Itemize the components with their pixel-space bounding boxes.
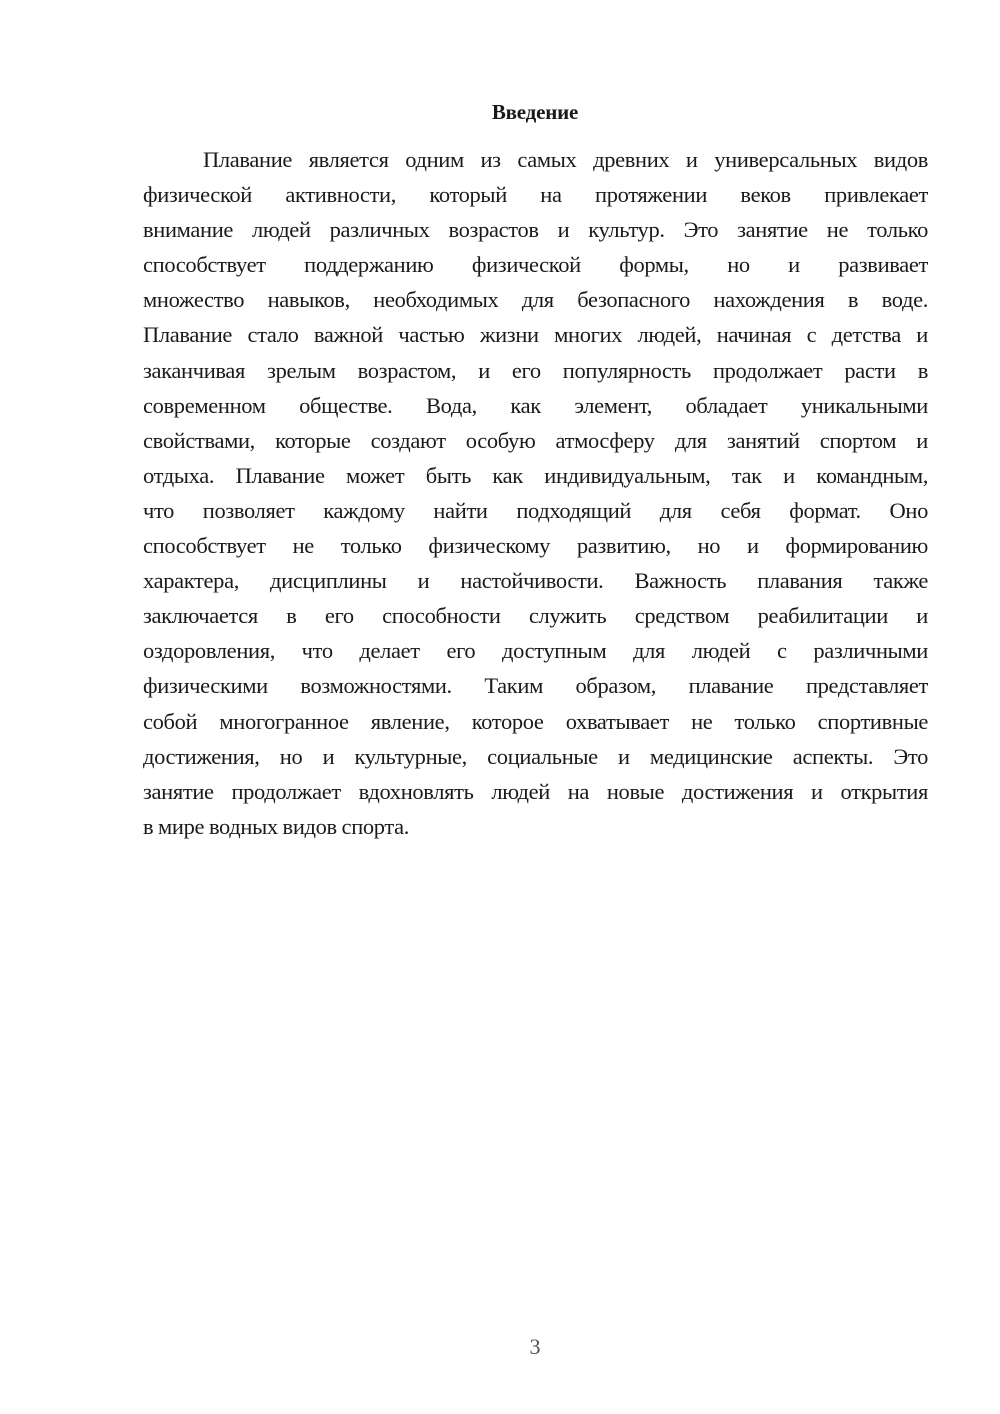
paragraph-line: занятие продолжает вдохновлять людей на новые достижения и открытия [143, 778, 928, 804]
paragraph-line: характера, дисциплины и настойчивости. Важность плавания также [143, 568, 928, 594]
paragraph-line: в мире водных видов спорта. [143, 813, 410, 839]
paragraph-line: свойствами, которые создают особую атмосферу для занятий спортом и [143, 427, 928, 453]
introduction-paragraph [143, 142, 928, 844]
paragraph-line: отдыха. Плавание может быть как индивидуальным, так и командным, [143, 462, 928, 488]
paragraph-line: способствует поддержанию физической формы, но и развивает [143, 252, 928, 278]
paragraph-line: внимание людей различных возрастов и культур. Это занятие не только [143, 217, 928, 243]
paragraph-line: способствует не только физическому развитию, но и формированию [143, 533, 928, 559]
paragraph-line: современном обществе. Вода, как элемент, обладает уникальными [143, 392, 928, 418]
paragraph-line: Плавание стало важной частью жизни многих людей, начиная с детства и [143, 322, 928, 348]
paragraph-line: Плавание является одним из самых древних и универсальных видов [203, 147, 928, 172]
paragraph-line: множество навыков, необходимых для безопасного нахождения в воде. [143, 287, 928, 313]
paragraph-line: заключается в его способности служить средством реабилитации и [143, 603, 928, 629]
paragraph-line: оздоровления, что делает его доступным для людей с различными [143, 638, 928, 664]
paragraph-line: заканчивая зрелым возрастом, и его популярность продолжает расти в [143, 357, 928, 383]
paragraph-line: что позволяет каждому найти подходящий для себя формат. Оно [143, 497, 928, 523]
paragraph-line: достижения, но и культурные, социальные и медицинские аспекты. Это [143, 743, 928, 769]
page-number: 3 [529, 1334, 541, 1359]
paragraph-line: физическими возможностями. Таким образом, плавание представляет [143, 673, 928, 699]
paragraph-line: собой многогранное явление, которое охватывает не только спортивные [143, 708, 928, 734]
paragraph-line: физической активности, который на протяжении веков привлекает [143, 182, 928, 208]
section-heading: Введение [491, 100, 579, 124]
